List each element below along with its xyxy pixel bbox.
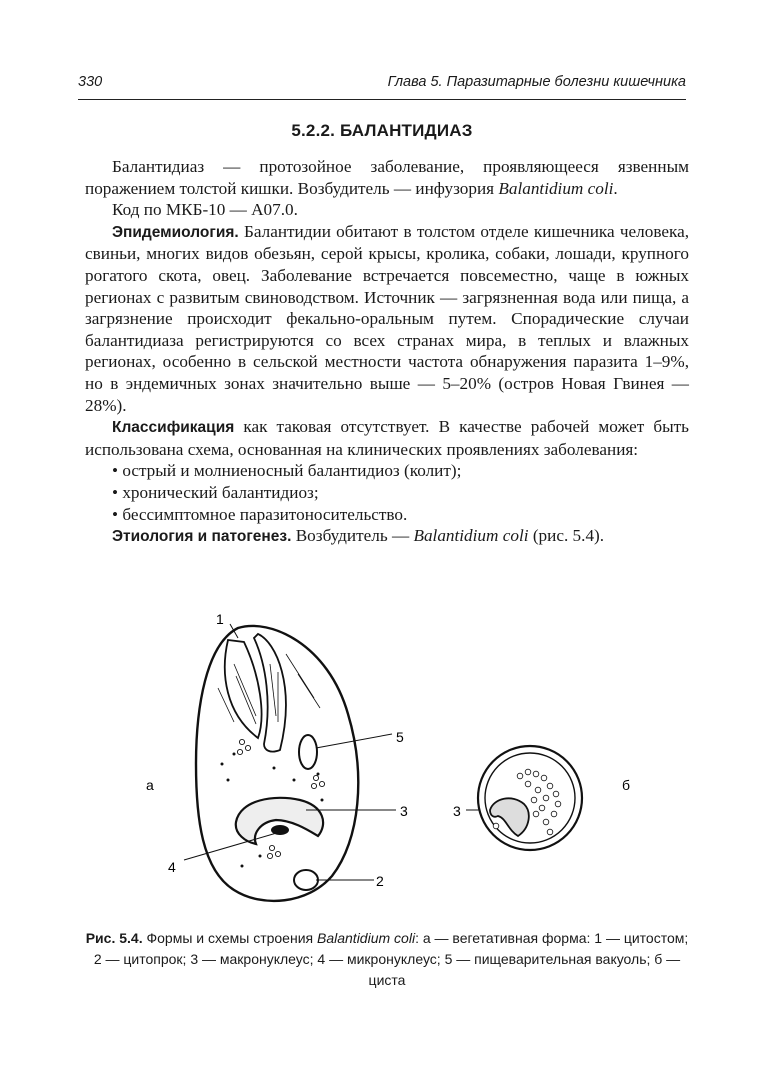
food-vacuole bbox=[299, 735, 317, 769]
cytoproct bbox=[294, 870, 318, 890]
label-b: б bbox=[622, 777, 631, 793]
figure-caption: Рис. 5.4. Формы и схемы строения Balantidium coli: а — вегетативная форма: 1 — цитостом; 2 — цитопрок; 3 — макронуклеус; 4 — микронуклеус; 5 — пищеварительная вакуоль; б — циста bbox=[85, 930, 689, 988]
epidemiology-paragraph: Эпидемиология. Балантидии обитают в толстом отделе кишечника человека, свиньи, многих видов обезьян, серой крысы, кролика, собаки, лошади, крупного рогатого скота, овец. Заболевание встречается повсеместно, чаще в южных регионах с развитым свиноводством. Источник — загрязненная вода или пища, а загрязнение происходит фекально-оральным путем. Спорадические случаи балантидиаза регистрируются со всех странах мира, в теплых и влажных регионах, особенно в сельской местности частота обнаружения паразита 1–9%, но в эндемичных зонах значительно выше — 5–20% (остров Новая Гвинея — 28%). bbox=[85, 221, 690, 415]
classification-paragraph: Классификация как таковая отсутствует. В качестве рабочей может быть использована схема, основанная на клинических проявлениях заболевания: bbox=[85, 417, 690, 459]
balantidium-figure bbox=[110, 604, 710, 914]
section-title: 5.2.2. БАЛАНТИДИАЗ bbox=[291, 121, 473, 140]
page-number: 330 bbox=[78, 74, 103, 90]
callout-3: 3 bbox=[400, 803, 408, 819]
label-a: а bbox=[146, 777, 154, 793]
running-header: Глава 5. Паразитарные болезни кишечника bbox=[387, 74, 686, 90]
body-text bbox=[85, 156, 689, 548]
classification-label: Классификация bbox=[112, 419, 235, 437]
callout-1: 1 bbox=[216, 611, 224, 627]
callout-3-cyst: 3 bbox=[453, 803, 461, 819]
caption-pathogen: Balantidium coli bbox=[317, 930, 416, 946]
header-rule bbox=[78, 99, 686, 100]
icd-paragraph: Код по МКБ-10 — А07.0. bbox=[112, 200, 298, 220]
caption-label: Рис. 5.4. bbox=[85, 930, 143, 946]
pathogen-name: Balantidium coli bbox=[498, 178, 614, 198]
callout-2: 2 bbox=[376, 873, 384, 889]
cyst-inner bbox=[485, 753, 575, 843]
etiology-label: Этиология и патогенез. bbox=[112, 528, 292, 546]
intro-paragraph: Балантидиаз — протозойное заболевание, проявляющееся язвенным поражением толстой кишки. Возбудитель — инфузория Balantidium coli. bbox=[85, 157, 689, 198]
callout-5: 5 bbox=[396, 729, 404, 745]
epidemiology-label: Эпидемиология. bbox=[112, 223, 239, 241]
list-item: • бессимптомное паразитоносительство. bbox=[112, 504, 408, 524]
etiology-paragraph: Этиология и патогенез. Возбудитель — Balantidium coli (рис. 5.4). bbox=[112, 526, 605, 546]
list-item: • хронический балантидиоз; bbox=[112, 482, 319, 502]
list-item: • острый и молниеносный балантидиоз (колит); bbox=[112, 461, 462, 481]
callout-4: 4 bbox=[168, 859, 176, 875]
